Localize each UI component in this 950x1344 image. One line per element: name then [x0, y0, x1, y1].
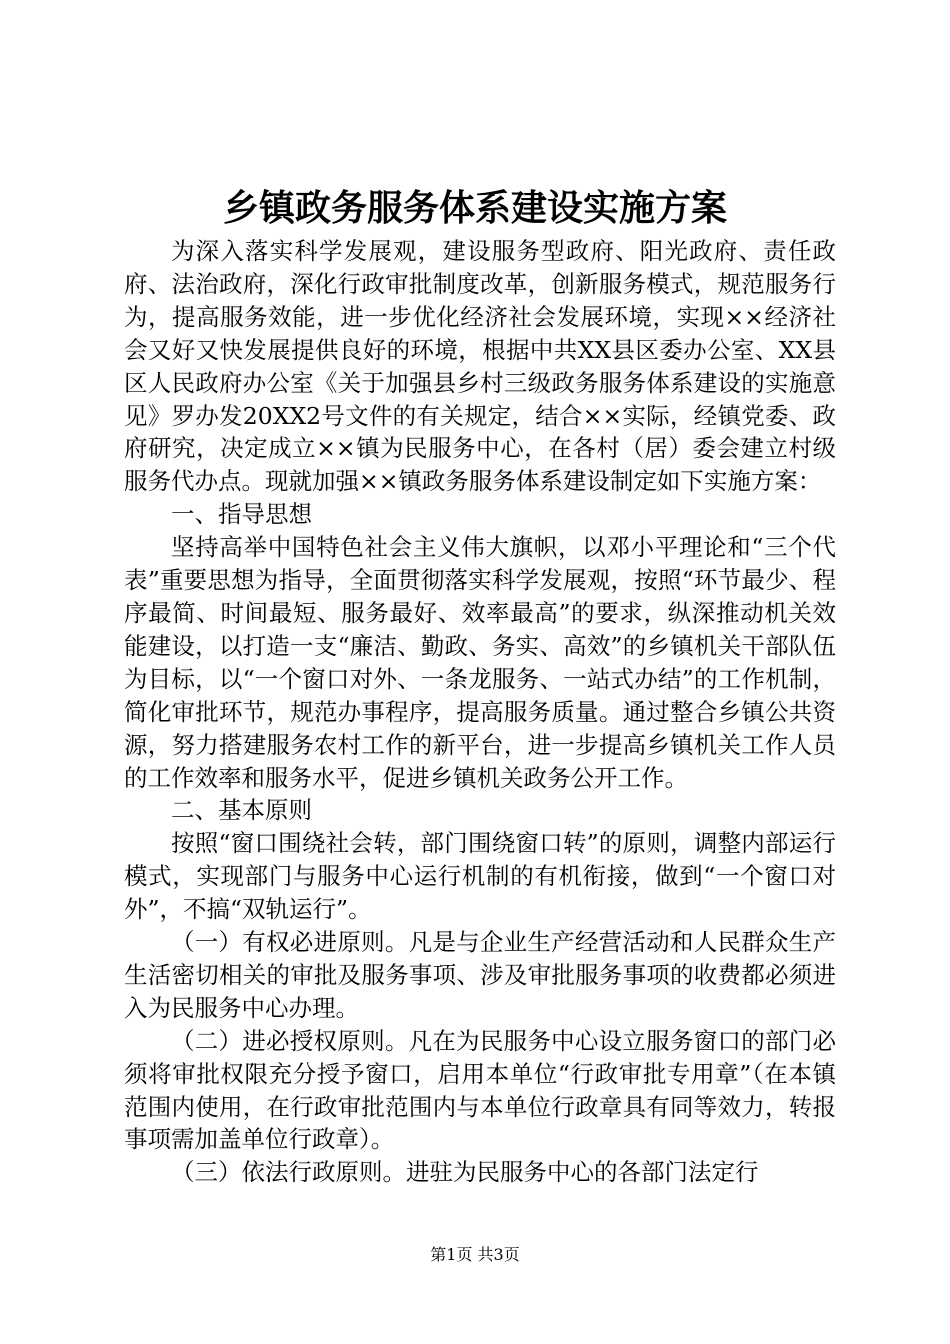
paragraph-principle-1: （一）有权必进原则。凡是与企业生产经营活动和人民群众生产生活密切相关的审批及服务事项、涉及审批服务事项的收费都必须进入为民服务中心办理。	[124, 928, 836, 1022]
paragraph-principle-3: （三）依法行政原则。进驻为民服务中心的各部门法定行	[171, 1158, 759, 1187]
section-heading-basic-principles: 二、基本原则	[171, 796, 312, 825]
paragraph-basic-principles: 按照“窗口围绕社会转，部门围绕窗口转”的原则，调整内部运行模式，实现部门与服务中心运行机制的有机衔接，做到“一个窗口对外”，不搞“双轨运行”。	[124, 829, 836, 924]
paragraph-guiding-ideology: 坚持高举中国特色社会主义伟大旗帜，以邓小平理论和“三个代表”重要思想为指导，全面贯彻落实科学发展观，按照“环节最少、程序最简、时间最短、服务最好、效率最高”的要求，纵深推动机关效能建设，以打造一支“廉洁、勤政、务实、高效”的乡镇机关干部队伍为目标，以“一个窗口对外、一条龙服务、一站式办结”的工作机制，简化审批环节，规范办事程序，提高服务质量。通过整合乡镇公共资源，努力搭建服务农村工作的新平台，进一步提高乡镇机关工作人员的工作效率和服务水平，促进乡镇机关政务公开工作。	[124, 533, 836, 792]
document-title: 乡镇政务服务体系建设实施方案	[222, 187, 727, 229]
page-footer: 第1页 共3页	[430, 1245, 520, 1264]
document-body	[124, 235, 836, 1189]
section-heading-guiding-ideology: 一、指导思想	[171, 500, 312, 529]
paragraph-intro: 为深入落实科学发展观，建设服务型政府、阳光政府、责任政府、法治政府，深化行政审批制度改革，创新服务模式，规范服务行为，提高服务效能，进一步优化经济社会发展环境，实现××经济社会又好又快发展提供良好的环境，根据中共XX县区委办公室、XX县区人民政府办公室《关于加强县乡村三级政务服务体系建设的实施意见》罗办发20XX2号文件的有关规定，结合××实际，经镇党委、政府研究，决定成立××镇为民服务中心，在各村（居）委会建立村级服务代办点。现就加强××镇政务服务体系建设制定如下实施方案：	[124, 237, 836, 496]
paragraph-principle-2: （二）进必授权原则。凡在为民服务中心设立服务窗口的部门必须将审批权限充分授予窗口，启用本单位“行政审批专用章”（在本镇范围内使用，在行政审批范围内与本单位行政章具有同等效力，转报事项需加盖单位行政章）。	[124, 1026, 836, 1154]
